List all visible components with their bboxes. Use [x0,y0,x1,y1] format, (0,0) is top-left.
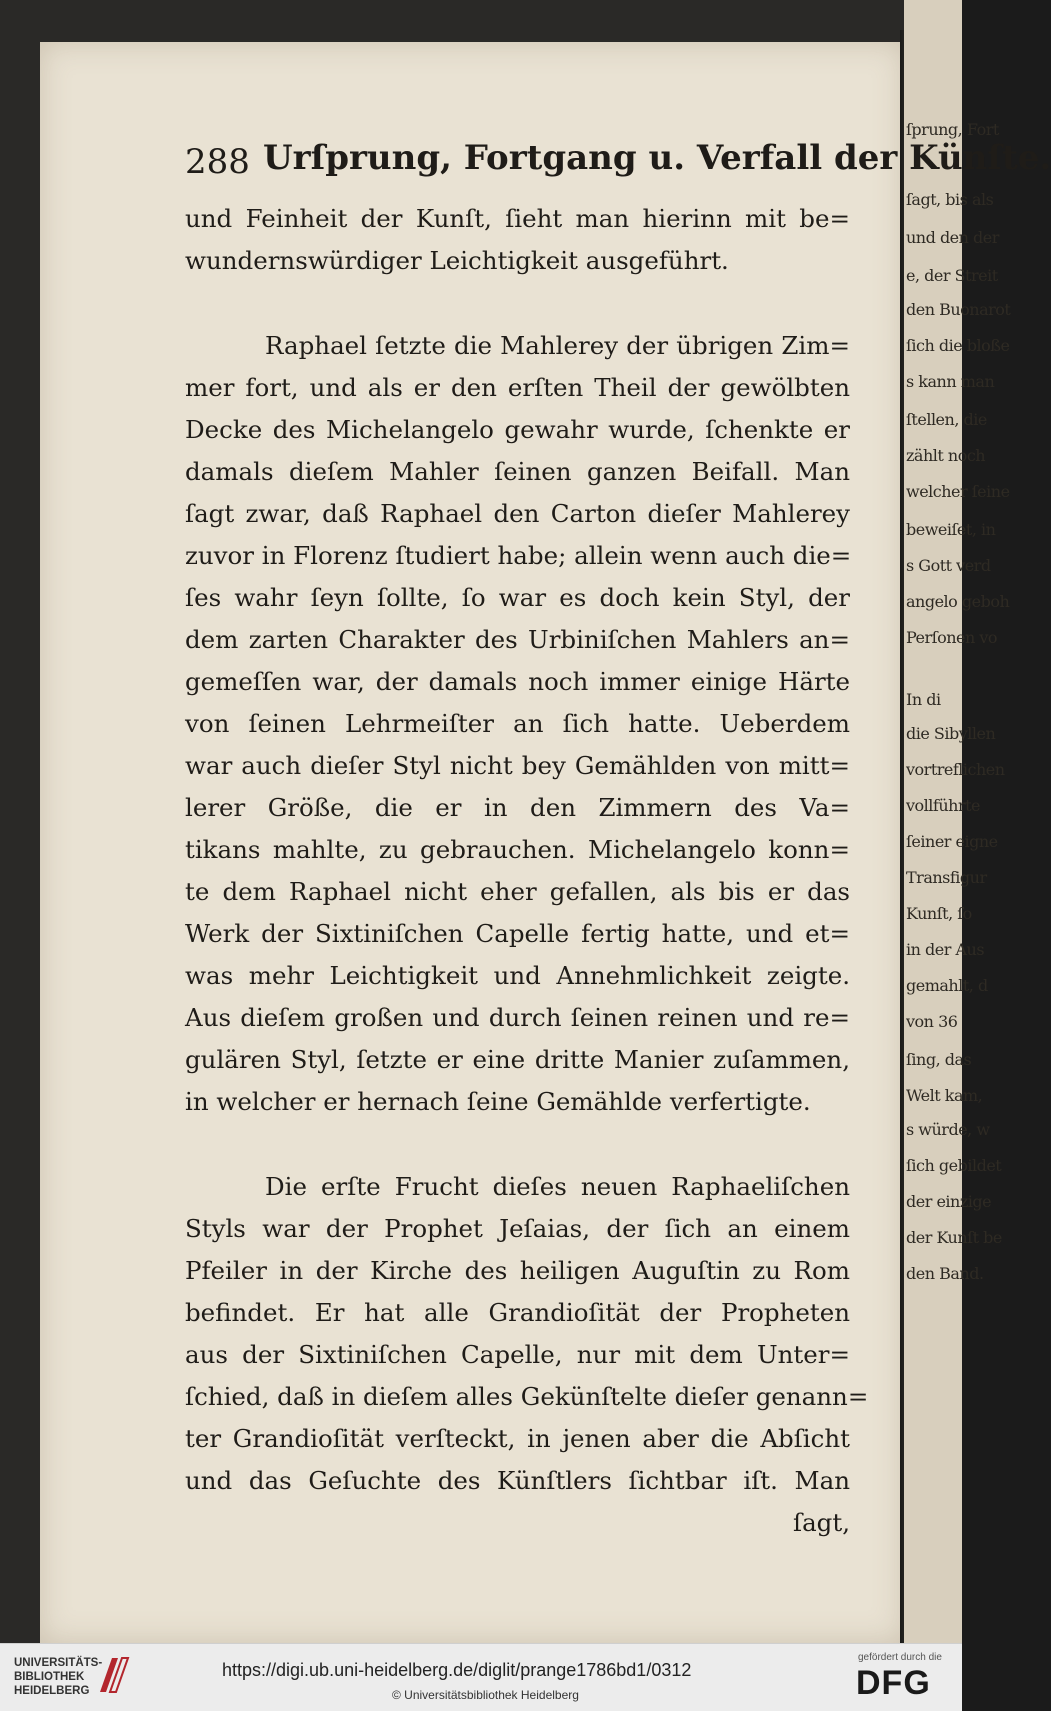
facing-page-fragment: beweiſet, in [906,520,996,539]
paragraph-gap [185,1123,850,1166]
catchword: ſagt, [793,1508,850,1537]
text-line: Styls war der Prophet Jeſaias, der ſich an einem [185,1214,850,1243]
facing-page-fragment: vollführte [906,796,980,815]
text-line: von ſeinen Lehrmeiſter an ſich hatte. Ueberdem [185,709,850,738]
facing-page-fragment: gemahlt, d [906,976,988,995]
text-line: und das Geſuchte des Künſtlers ſichtbar iſt. Man [185,1466,850,1495]
facing-page-fragment: ſeiner eigne [906,832,998,851]
text-line: Die erſte Frucht dieſes neuen Raphaeliſchen [265,1172,850,1201]
facing-page-fragment: in der Aus [906,940,985,959]
running-head [185,138,1051,182]
facing-page-fragment: s kann man [906,372,995,391]
document-url[interactable]: https://digi.ub.uni-heidelberg.de/diglit/prange1786bd1/0312 [222,1660,692,1680]
text-line: Werk der Sixtiniſchen Capelle fertig hatte, und et= [185,919,850,948]
text-line: mer fort, und als er den erſten Theil der gewölbten [185,373,850,402]
paragraph-gap [185,282,850,325]
facing-page-fragment: s würde, w [906,1120,990,1139]
text-line: Decke des Michelangelo gewahr wurde, ſchenkte er [185,415,850,444]
facing-page-fragment: ſagt, bis als [906,190,994,209]
facing-page-fragment: den Buonarot [906,300,1011,319]
facing-page-fragment: der Kunſt be [906,1228,1002,1247]
copyright-notice: © Universitätsbibliothek Heidelberg [392,1688,579,1702]
facing-page-fragment: ſing, das [906,1050,972,1069]
facing-page-edge [904,0,1011,1643]
facing-page-fragment: Welt kam, [906,1086,983,1105]
text-line: befindet. Er hat alle Grandioſität der Propheten [185,1298,850,1327]
facing-page-fragment: ſich die bloße [906,336,1010,355]
text-line: Raphael ſetzte die Mahlerey der übrigen Zim= [265,331,850,360]
text-line: wundernswürdiger Leichtigkeit ausgeführt. [185,246,729,275]
library-name-line: HEIDELBERG [14,1685,90,1697]
text-line: damals dieſem Mahler ſeinen ganzen Beifall. Man [185,457,850,486]
facing-page-fragment: e, der Streit [906,266,998,285]
page-number: 288 [185,142,250,182]
library-name-line: BIBLIOTHEK [14,1671,85,1683]
text-line: was mehr Leichtigkeit und Annehmlichkeit zeigte. [185,961,850,990]
facing-page-fragment: vortreflichen [906,760,1005,779]
text-line: ter Grandioſität verſteckt, in jenen aber die Abſicht [185,1424,850,1453]
text-line: gulären Styl, ſetzte er eine dritte Manier zuſammen, [185,1045,850,1074]
text-line: ſchied, daß in dieſem alles Gekünſtelte dieſer genann= [185,1382,869,1411]
facing-page-fragment: ſprung, Fort [906,120,999,139]
text-line: und Feinheit der Kunſt, ſieht man hierinn mit be= [185,204,850,233]
text-line: dem zarten Charakter des Urbiniſchen Mahlers an= [185,625,850,654]
text-line: ſes wahr ſeyn ſollte, ſo war es doch kein Styl, der [185,583,850,612]
text-line: tikans mahlte, zu gebrauchen. Michelangelo konn= [185,835,850,864]
body-text [185,198,869,1544]
facing-page-fragment: In di [906,690,941,709]
facing-page-fragment: Perſonen vo [906,628,998,647]
facing-page-fragment: zählt noch [906,446,986,465]
facing-page-fragment: angelo geboh [906,592,1010,611]
facing-page-fragment: von 36 [906,1012,958,1031]
facing-page-fragment: und den der [906,228,999,247]
text-line: war auch dieſer Styl nicht bey Gemählden von mitt= [185,751,850,780]
text-line: gemeſſen war, der damals noch immer einige Härte [185,667,850,696]
facing-page-fragment: Kunſt, ſo [906,904,972,923]
facing-page-fragment: der einzige [906,1192,992,1211]
facing-page-fragment: s Gott verd [906,556,991,575]
facing-page-fragment: die Sibyllen [906,724,996,743]
library-logo-icon[interactable] [96,1652,130,1698]
text-line: Aus dieſem großen und durch ſeinen reinen und re= [185,1003,850,1032]
text-line: zuvor in Florenz ſtudiert habe; allein wenn auch die= [185,541,852,570]
facing-page-fragment: ſich gebildet [906,1156,1002,1175]
library-logo-text[interactable] [14,1656,102,1698]
funded-by-label: gefördert durch die [858,1652,942,1663]
text-line: Pfeiler in der Kirche des heiligen Auguſtin zu Rom [185,1256,850,1285]
facing-page-fragment: ſtellen, die [906,410,987,429]
viewer-footer [0,1643,962,1711]
text-line: te dem Raphael nicht eher gefallen, als bis er das [185,877,850,906]
text-line: aus der Sixtiniſchen Capelle, nur mit dem Unter= [185,1340,850,1369]
dfg-logo[interactable]: DFG [856,1664,931,1702]
facing-page-fragment: welcher ſeine [906,482,1010,501]
running-title: Urſprung, Fortgang u. Verfall der Künſte. [263,138,1051,178]
facing-page-fragment: Transfigur [906,868,987,887]
text-line: in welcher er hernach ſeine Gemählde verfertigte. [185,1087,811,1116]
text-line: lerer Größe, die er in den Zimmern des Va= [185,793,850,822]
facing-page-fragment: den Band. [906,1264,984,1283]
library-name-line: UNIVERSITÄTS- [14,1657,103,1669]
text-line: ſagt zwar, daß Raphael den Carton dieſer Mahlerey [185,499,850,528]
